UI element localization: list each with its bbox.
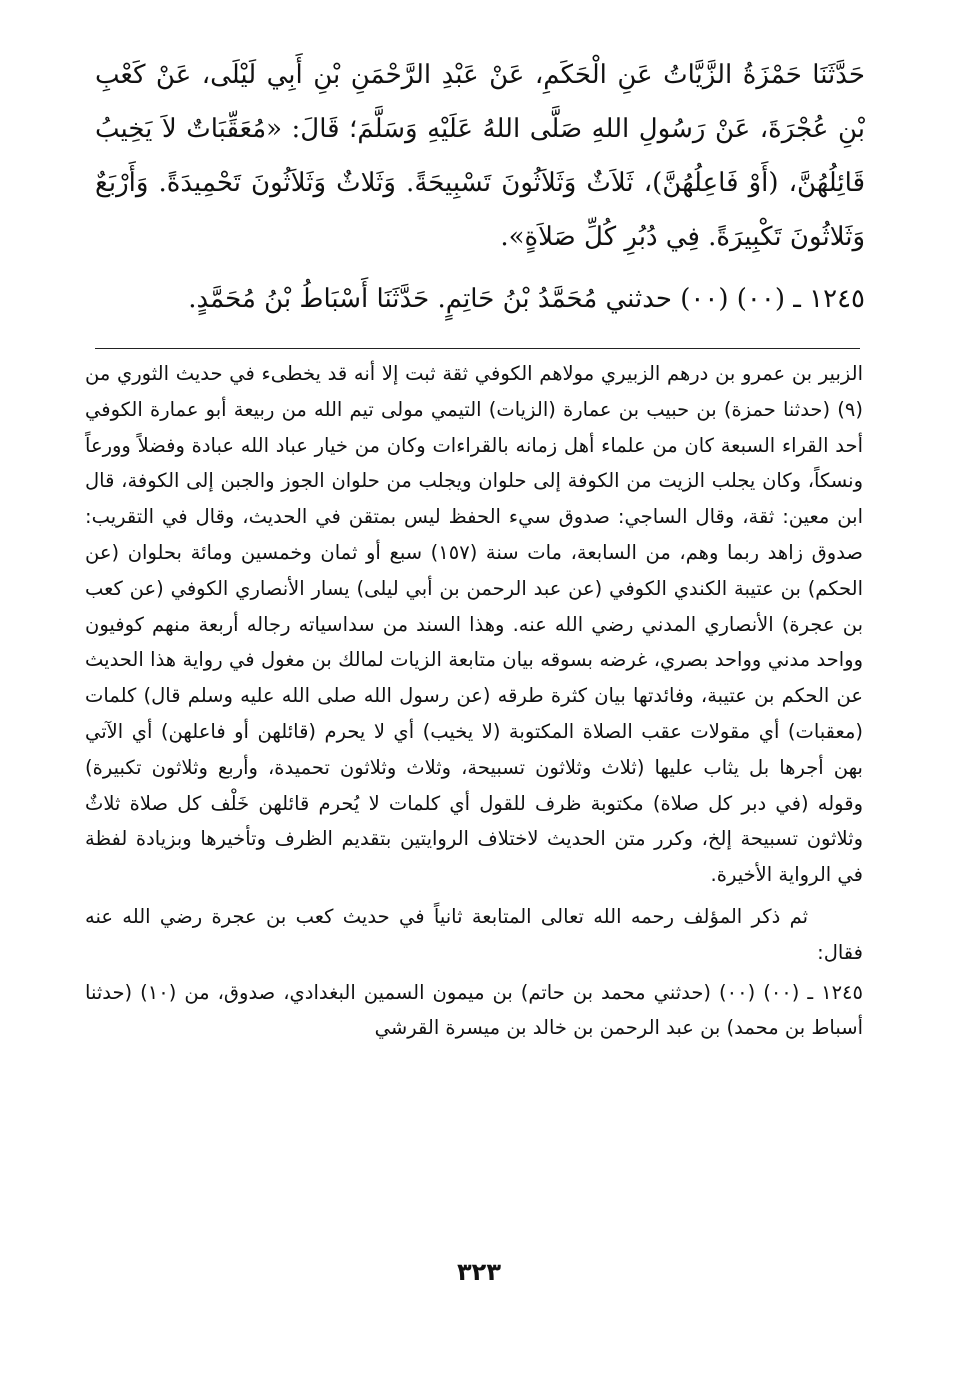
page-number: ٣٢٣ [457,1258,501,1286]
footnote-separator [95,348,860,349]
commentary-text [85,356,863,1046]
hadith-paragraph: حَدَّثَنَا حَمْزَةُ الزَّيَّاتُ عَنِ الْحَكَمِ، عَنْ عَبْدِ الرَّحْمَنِ بْنِ أَبِي لَيْلَى، عَنْ كَعْبِ بْنِ عُجْرَةَ، عَنْ رَسُولِ اللهِ صَلَّى اللهُ عَلَيْهِ وَسَلَّمَ؛ قَالَ: «مُعَقِّبَاتٌ لاَ يَخِيبُ قَائِلُهُنَّ، (أَوْ فَاعِلُهُنَّ)، ثَلاَثٌ وَثَلاَثُونَ تَسْبِيحَةً. وَثَلاثٌ وَثَلاَثُونَ تَحْمِيدَةً. وَأَرْبَعٌ وَثَلاثُونَ تَكْبِيرَةً. فِي دُبُرِ كُلِّ صَلاَةٍ». [95,60,865,252]
commentary-paragraph: ثم ذكر المؤلف رحمه الله تعالى المتابعة ثانياً في حديث كعب بن عجرة رضي الله عنه فقال: [85,904,863,964]
commentary-paragraph: ١٢٤٥ ـ (٠٠) (٠٠) (حدثني محمد بن حاتم) بن ميمون السمين البغدادي، صدوق، من (١٠) (حدثنا أسباط بن محمد) بن عبد الرحمن بن خالد بن ميسرة القرشي [85,980,863,1040]
hadith-text [95,48,865,326]
commentary-paragraph: الزبير بن عمرو بن درهم الزبيري مولاهم الكوفي ثقة ثبت إلا أنه قد يخطىء في حديث الثوري من (٩) (حدثنا حمزة) بن حبيب بن عمارة (الزيات) التيمي مولى تيم الله من ربيعة أبو عمارة الكوفي أحد القراء السبعة كان من علماء أهل زمانه بالقراءات وكان من خيار عباد الله عبادة وفضلاً وورعاً ونسكاً، وكان يجلب الزيت من الكوفة إلى حلوان ويجلب من حلوان الجوز والجبن إلى الكوفة، قال ابن معين: ثقة، وقال الساجي: صدوق سيء الحفظ ليس بمتقن في الحديث، وقال في التقريب: صدوق زاهد ربما وهم، من السابعة، مات سنة (١٥٧) سبع أو ثمان وخمسين ومائة بحلوان (عن الحكم) بن عتيبة الكندي الكوفي (عن عبد الرحمن بن أبي ليلى) يسار الأنصاري الكوفي (عن كعب بن عجرة) الأنصاري المدني رضي الله عنه. وهذا السند من سداسياته رجاله أربعة منهم كوفيون وواحد مدني وواحد بصري، غرضه بسوقه بيان متابعة الزيات لمالك بن مغول في رواية هذا الحديث عن الحكم بن عتيبة، وفائدتها بيان كثرة طرقه (عن رسول الله صلى الله عليه وسلم قال) كلمات (معقبات) أي مقولات عقب الصلاة المكتوبة (لا يخيب) أي لا يحرم (قائلهن أو فاعلهن) أي الآتي بهن أجرها بل يثاب عليها (ثلاث وثلاثون تسبيحة، وثلاث وثلاثون تحميدة، وأربع وثلاثون تكبيرة) وقوله (في دبر كل صلاة) مكتوبة ظرف للقول أي كلمات لا يُحرم قائلهن خَلْف كل صلاة ثلاثٌ وثلاثون تسبيحة إلخ، وكرر متن الحديث لاختلاف الروايتين بتقديم الظرف وتأخيرها وبزيادة لفظة في الرواية الأخيرة. [85,362,863,887]
hadith-chain-line: ١٢٤٥ ـ (٠٠) (٠٠) حدثني مُحَمَّدُ بْنُ حَاتِمٍ. حَدَّثَنَا أَسْبَاطُ بْنُ مُحَمَّدٍ. [188,284,865,314]
